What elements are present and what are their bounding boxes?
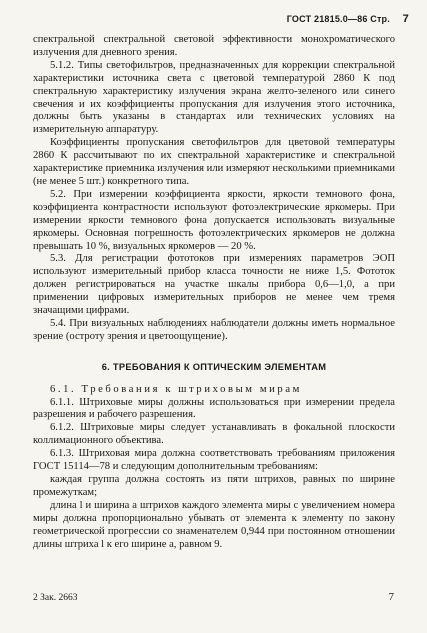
footer-page-number: 7 bbox=[388, 591, 394, 603]
paragraph-group-requirement: каждая группа должна состоять из пяти штрихов, равных по ширине промежуткам; bbox=[33, 474, 395, 498]
section-title: 6. ТРЕБОВАНИЯ К ОПТИЧЕСКИМ ЭЛЕМЕНТАМ bbox=[101, 361, 327, 372]
standard-number: ГОСТ 21815.0—86 bbox=[286, 14, 368, 24]
subsection-title-6-1: 6.1. Требования к штриховым мирам bbox=[50, 383, 302, 395]
paragraph-5-4: 5.4. При визуальных наблюдениях наблюдатели должны иметь нормальное зрение (остроту зрения и цветоощущение). bbox=[33, 317, 395, 342]
page-label: Стр. bbox=[370, 14, 390, 24]
paragraph-6-1-1: 6.1.1. Штриховые миры должны использоваться при измерении предела разрешения и рабочего разрешения. bbox=[33, 396, 395, 421]
paragraph-6-1-3: 6.1.3. Штриховая мира должна соответствовать требованиям приложения ГОСТ 15114—78 и следующим дополнительным требованиям: bbox=[33, 448, 395, 473]
paragraph-continuation: спектральной спектральной световой эффективности монохроматического излучения для дневного зрения. bbox=[33, 34, 395, 58]
footer-order-number: 2 Зак. 2663 bbox=[33, 593, 78, 603]
paragraph-6-1-2: 6.1.2. Штриховые миры следует устанавливать в фокальной плоскости коллимационного объектива. bbox=[33, 422, 395, 447]
paragraph-5-2: 5.2. При измерении коэффициента яркости, яркости темнового фона, коэффициента контрастности используют фотоэлектрические яркомеры. При измерении яркости темнового фона допускается использовать визуальные яркомеры. Основная погрешность фотоэлектрических яркомеров не должна превышать 10 %, визуальных яркомеров — 20 %. bbox=[33, 188, 395, 252]
header-page-number: 7 bbox=[402, 13, 409, 25]
document-body bbox=[33, 34, 395, 551]
paragraph-5-1-2: 5.1.2. Типы светофильтров, предназначенных для коррекции спектральной характеристики источника света с цветовой температурой 2860 К под спектральную характеристику излучения экрана желто-зеленого или синего свечения и их коэффициенты пропускания для излучения этого источника, должны быть указаны в стандартах или технических условиях на измерительную аппаратуру. bbox=[33, 59, 395, 136]
paragraph-transmission-coefficients: Коэффициенты пропускания светофильтров для цветовой температуры 2860 К рассчитывают по их спектральной характеристике и спектральной характеристике приемника излучения или измеряют несколькими приемниками (не менее 5 шт.) конкретного типа. bbox=[33, 137, 395, 187]
page-header bbox=[287, 13, 409, 25]
paragraph-5-3: 5.3. Для регистрации фототоков при измерениях параметров ЭОП используют измерительный прибор класса точности не ниже 1,5. Фототок должен регистрироваться на участке шкалы прибора 0,6—1,0, а при применении цифровых измерительных приборов не менее чем тремя значащими цифрами. bbox=[33, 253, 395, 317]
paragraph-stroke-dimensions: длина l и ширина a штрихов каждого элемента миры с увеличением номера миры должна пропорционально убывать от элемента к элементу по закону геометрической прогрессии со знаменателем 0,944 при постоянном отношении длины штриха l к его ширине a, равном 9. bbox=[33, 499, 395, 550]
